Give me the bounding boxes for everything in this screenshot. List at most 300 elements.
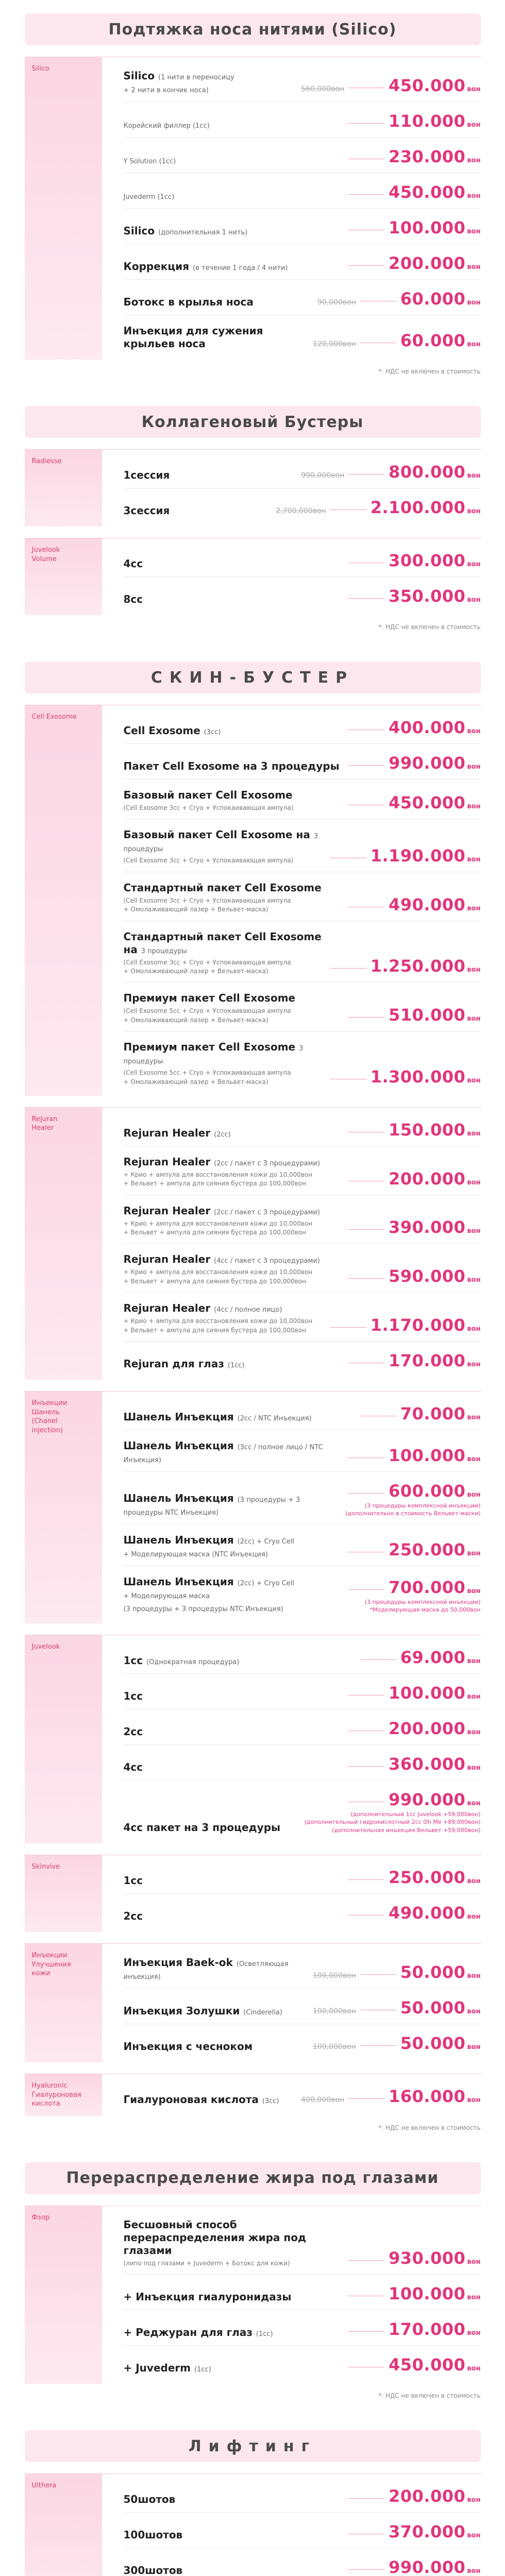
item-description: + Крио + ампула для восстановления кожи до 10,000вон + Вельвет + ампула для сияния бустера до 100,000вон	[123, 1219, 313, 1236]
price-block	[348, 1120, 480, 1140]
currency-label: вон	[467, 1414, 481, 1422]
item-info	[124, 1127, 349, 1140]
item-detail: (1cc)	[194, 2366, 211, 2374]
currency-label: вон	[467, 1276, 481, 1284]
category-panel	[25, 57, 481, 360]
price-line	[348, 793, 480, 812]
currency-label: вон	[467, 1587, 481, 1596]
item-detail: (Cinderella)	[243, 2008, 282, 2016]
price-leader-line	[348, 1229, 384, 1230]
price-line	[348, 2522, 480, 2541]
item-title: Инъекция с чесноком	[123, 2040, 253, 2053]
currency-label: вон	[467, 1491, 481, 1499]
current-price: 2.100.000	[370, 498, 466, 517]
price-leader-line	[348, 2260, 384, 2261]
item-name	[124, 1725, 343, 1738]
item-detail: 3 процедуры	[141, 947, 187, 955]
price-line	[360, 1404, 481, 1423]
current-price: 50.000	[400, 1962, 466, 1982]
currency-label: вон	[467, 228, 481, 235]
current-price: 990.000	[389, 2557, 466, 2576]
price-line	[348, 253, 480, 273]
item-name	[124, 154, 343, 166]
item-description: (липо под глазами + Juvederm + Ботокс для кожи)	[123, 2259, 290, 2267]
price-block	[330, 1315, 481, 1335]
item-name	[124, 2529, 343, 2541]
currency-label: вон	[467, 1178, 481, 1187]
price-line	[348, 147, 480, 166]
item-name	[124, 1439, 343, 1465]
price-items	[102, 538, 481, 615]
price-row	[124, 1894, 481, 1929]
item-title: Стандартный пакет Cell Exosome на	[123, 930, 322, 956]
item-title: Rejuran для глаз	[123, 1358, 228, 1370]
price-line	[348, 1120, 480, 1140]
price-leader-line	[348, 1766, 384, 1767]
currency-label: вон	[467, 2096, 481, 2104]
currency-label: вон	[467, 1692, 481, 1701]
price-block	[348, 1446, 480, 1465]
currency-label: вон	[467, 299, 481, 307]
item-name	[124, 1654, 354, 1667]
current-price: 700.000	[389, 1578, 466, 1598]
item-title: 1cc	[123, 1874, 143, 1887]
item-name	[124, 992, 343, 1005]
category-label: Ulthera	[25, 2474, 102, 2576]
price-line	[348, 2355, 480, 2375]
price-line	[301, 2087, 480, 2106]
category-panel	[25, 2206, 481, 2384]
item-title: + Реджуран для глаз	[123, 2326, 256, 2339]
item-name	[124, 828, 324, 854]
price-block	[348, 1266, 480, 1286]
price-section	[0, 406, 505, 631]
price-block	[330, 1067, 481, 1087]
price-row	[124, 1472, 481, 1524]
price-block	[317, 289, 481, 309]
price-line	[317, 289, 481, 309]
item-name	[124, 1821, 298, 1834]
price-block	[348, 2319, 480, 2339]
price-leader-line	[360, 1659, 396, 1660]
currency-label: вон	[467, 727, 481, 735]
currency-label: вон	[467, 2532, 481, 2540]
category-label: Juvelook	[25, 1635, 102, 1843]
price-line	[301, 462, 480, 482]
category-panel	[25, 1635, 481, 1843]
price-section	[0, 13, 505, 375]
currency-label: вон	[467, 1129, 481, 1138]
item-info	[124, 154, 349, 166]
price-note: (3 процедуры комплексной инъекции) (дополнительно в стоимость Вельвет-маски)	[345, 1502, 481, 1517]
old-price: 90,000вон	[317, 298, 356, 307]
item-info	[124, 296, 317, 309]
price-row	[124, 872, 481, 921]
currency-label: вон	[467, 1325, 481, 1333]
price-line	[313, 1962, 481, 1982]
currency-label: вон	[467, 2329, 481, 2337]
current-price: 110.000	[389, 111, 466, 131]
item-title: Базовый пакет Cell Exosome	[123, 789, 293, 801]
category-label: Rejuran Healer	[25, 1108, 102, 1380]
item-info	[124, 2040, 313, 2053]
item-name	[124, 469, 295, 482]
item-name	[124, 1690, 343, 1703]
currency-label: вон	[467, 904, 481, 912]
price-line	[348, 2248, 480, 2268]
price-block	[348, 1903, 480, 1923]
price-block	[348, 1719, 480, 1738]
item-name	[124, 789, 343, 802]
item-title: Rejuran Healer	[123, 1204, 214, 1217]
currency-label: вон	[467, 507, 481, 515]
current-price: 490.000	[389, 1903, 466, 1923]
item-info	[124, 189, 349, 202]
current-price: 160.000	[389, 2086, 466, 2106]
price-line	[348, 586, 480, 606]
current-price: 60.000	[400, 289, 466, 309]
item-info	[124, 1874, 349, 1887]
price-block	[348, 1683, 480, 1703]
item-info	[124, 504, 276, 517]
price-line	[313, 1998, 481, 2018]
item-name	[124, 930, 324, 956]
item-info	[124, 2291, 349, 2303]
item-title: Шанель Инъекция	[123, 1492, 238, 1504]
current-price: 300.000	[389, 551, 466, 570]
item-info	[124, 1358, 349, 1370]
price-block	[330, 956, 481, 976]
item-name	[124, 2040, 307, 2053]
old-price: 100,000вон	[313, 2042, 356, 2051]
item-name	[124, 1534, 343, 1560]
price-row	[124, 1146, 481, 1195]
price-line	[348, 753, 480, 773]
price-row	[124, 315, 481, 357]
item-info	[124, 882, 349, 914]
item-detail: (2cc) + Cryo Cell + Моделирующая маска (3 процедуры + 3 процедуры NTC Инъекция)	[123, 1579, 295, 1613]
price-row	[124, 1524, 481, 1566]
item-name	[124, 1411, 354, 1423]
price-row	[124, 819, 481, 872]
item-title: 300шотов	[123, 2564, 183, 2576]
price-leader-line	[330, 968, 366, 969]
price-leader-line	[348, 1879, 384, 1880]
current-price: 150.000	[389, 1120, 466, 1140]
price-items	[102, 1855, 481, 1932]
price-row	[124, 244, 481, 280]
item-title: Бесшовный способ перераспределения жира под глазами	[123, 2218, 307, 2257]
price-row	[124, 1709, 481, 1745]
price-note: (3 процедуры комплексной инъекции) *Моделирующая маска до 50,000вон	[364, 1599, 481, 1614]
item-name	[124, 1127, 343, 1140]
price-row	[124, 921, 481, 983]
current-price: 250.000	[389, 1867, 466, 1887]
item-name	[124, 1358, 343, 1370]
item-detail: Y Solution (1cc)	[123, 158, 176, 165]
vat-note: *: НДС не включен в стоимость	[378, 2124, 481, 2131]
currency-label: вон	[467, 1227, 481, 1235]
item-info	[124, 828, 330, 865]
section-title: Подтяжка носа нитями (Silico)	[25, 13, 481, 45]
price-line	[330, 1067, 481, 1087]
price-leader-line	[348, 2569, 384, 2570]
current-price: 490.000	[389, 894, 466, 914]
price-row	[124, 2477, 481, 2513]
current-price: 600.000	[389, 1481, 466, 1501]
price-leader-line	[348, 1695, 384, 1696]
item-info	[124, 1690, 349, 1703]
price-row	[124, 2548, 481, 2576]
item-detail: (дополнительная 1 нить)	[158, 229, 248, 236]
price-section	[0, 662, 505, 2131]
price-row	[124, 209, 481, 244]
item-title: Шанель Инъекция	[123, 1439, 238, 1452]
current-price: 50.000	[400, 1997, 466, 2018]
price-block	[348, 218, 480, 238]
price-line	[348, 1868, 480, 1887]
old-price: 560,000вон	[301, 85, 345, 93]
currency-label: вон	[467, 2496, 481, 2504]
price-row	[124, 1858, 481, 1894]
item-title: Премиум пакет Cell Exosome	[123, 992, 296, 1005]
item-info	[124, 2093, 301, 2106]
item-info	[124, 1821, 305, 1834]
price-block	[348, 895, 480, 914]
price-items	[102, 1108, 481, 1380]
price-block	[348, 1217, 480, 1237]
item-name	[124, 225, 343, 238]
price-line	[348, 1005, 480, 1025]
price-line	[348, 2284, 480, 2303]
price-block	[348, 1868, 480, 1887]
category-panel	[25, 1943, 481, 2062]
currency-label: вон	[467, 1877, 481, 1885]
category-panel	[25, 2074, 481, 2116]
price-line	[348, 1351, 480, 1370]
price-block	[348, 1540, 480, 1560]
item-info	[124, 1534, 349, 1560]
price-row	[124, 779, 481, 819]
price-row	[124, 173, 481, 209]
current-price: 70.000	[400, 1404, 466, 1424]
item-name	[124, 1910, 343, 1923]
price-line	[348, 2486, 480, 2506]
price-row	[124, 1342, 481, 1377]
price-leader-line	[348, 194, 384, 195]
price-line	[313, 2033, 481, 2053]
currency-label: вон	[467, 1912, 481, 1921]
currency-label: вон	[467, 2258, 481, 2266]
item-info	[124, 70, 301, 95]
current-price: 1.170.000	[370, 1315, 466, 1335]
price-row	[124, 2346, 481, 2381]
price-block	[301, 2087, 480, 2106]
price-block	[348, 1351, 480, 1370]
price-row	[124, 1244, 481, 1293]
price-items	[102, 2206, 481, 2384]
category-label: Skinvive	[25, 1855, 102, 1932]
currency-label: вон	[467, 2294, 481, 2302]
item-info	[124, 724, 349, 737]
price-leader-line	[348, 1589, 384, 1590]
price-block	[348, 551, 480, 570]
item-info	[124, 2564, 349, 2576]
item-name	[124, 2326, 343, 2339]
price-block	[348, 718, 480, 737]
price-items	[102, 1635, 481, 1843]
vat-note: *: НДС не включен в стоимость	[378, 623, 481, 631]
price-leader-line	[348, 1493, 384, 1494]
item-name	[124, 557, 343, 570]
price-items	[102, 1392, 481, 1623]
item-name	[124, 760, 343, 773]
item-title: Шанель Инъекция	[123, 1411, 238, 1423]
item-title: Silico	[123, 225, 159, 237]
item-info	[124, 557, 349, 570]
old-price: 100,000вон	[313, 2007, 356, 2015]
item-detail: 3 процедуры	[123, 833, 318, 854]
currency-label: вон	[467, 157, 481, 164]
item-description: (Cell Exosome 3cc + Cryo + Успокаивающая ампула + Омолаживающий лазер + Вельвет-маска)	[123, 896, 291, 913]
current-price: 450.000	[389, 182, 466, 202]
price-block	[313, 331, 481, 350]
item-detail: (2cc / NTC Инъекция)	[237, 1415, 312, 1423]
price-row	[124, 2077, 481, 2112]
current-price: 250.000	[389, 1539, 466, 1560]
current-price: 450.000	[389, 76, 466, 95]
price-block	[305, 1790, 481, 1834]
item-title: Инъекция Золушки	[123, 2004, 244, 2017]
item-description: (Cell Exosome 5cc + Cryo + Успокаивающая ампула + Омолаживающий лазер + Вельвет-маска)	[123, 1069, 291, 1086]
item-detail: (1cc)	[227, 1362, 245, 1370]
price-line	[348, 895, 480, 914]
price-line	[348, 1719, 480, 1738]
currency-label: вон	[467, 1728, 481, 1736]
item-title: 2cc	[123, 1725, 143, 1738]
currency-label: вон	[467, 121, 481, 129]
item-name	[124, 1575, 343, 1614]
item-title: 1cc	[123, 1689, 143, 1702]
price-items	[102, 450, 481, 527]
item-detail: (3 процедуры + 3 процедуры NTC Инъекция)	[123, 1496, 300, 1517]
current-price: 100.000	[389, 218, 466, 238]
item-detail: (3cc)	[204, 728, 221, 736]
currency-label: вон	[467, 966, 481, 974]
item-name	[124, 1041, 324, 1066]
price-block	[301, 76, 480, 95]
currency-label: вон	[467, 763, 481, 771]
item-title: Cell Exosome	[123, 724, 204, 737]
item-name	[124, 2005, 307, 2018]
old-price: 400,000вон	[301, 2095, 345, 2104]
category-label: Фэлр	[25, 2206, 102, 2384]
current-price: 230.000	[389, 147, 466, 166]
item-name	[124, 2218, 343, 2257]
price-block	[348, 793, 480, 812]
currency-label: вон	[467, 1015, 481, 1023]
item-info	[124, 1956, 313, 1982]
item-detail: (Однократная процедура)	[146, 1658, 240, 1666]
item-name	[124, 118, 343, 131]
price-row	[124, 2024, 481, 2059]
currency-label: вон	[467, 803, 481, 811]
price-block	[348, 1754, 480, 1774]
item-detail: (3cc / полное лицо / NTC Инъекция)	[123, 1444, 323, 1465]
item-info	[124, 325, 313, 350]
category-panel	[25, 449, 481, 527]
price-line	[348, 218, 480, 238]
price-line	[348, 2557, 480, 2576]
price-block	[276, 498, 480, 517]
item-name	[124, 1156, 343, 1168]
currency-label: вон	[467, 1455, 481, 1464]
price-block	[348, 2248, 480, 2268]
price-leader-line	[348, 265, 384, 266]
price-line	[348, 1266, 480, 1286]
price-line	[348, 1217, 480, 1237]
item-info	[124, 1761, 349, 1774]
price-leader-line	[330, 1327, 366, 1328]
item-detail: (Осветляющая инъекция)	[123, 1960, 289, 1981]
category-label: Инъекции Улучшения кожи	[25, 1944, 102, 2062]
price-leader-line	[348, 1915, 384, 1916]
item-detail: 3 процедуры	[123, 1045, 304, 1066]
price-row	[124, 453, 481, 488]
current-price: 1.250.000	[370, 956, 466, 976]
currency-label: вон	[467, 596, 481, 604]
price-row	[124, 744, 481, 779]
item-name	[124, 504, 270, 517]
price-block	[360, 1648, 481, 1667]
item-detail: (2cc / пакет с 3 процедурами)	[214, 1208, 320, 1216]
item-title: Шанель Инъекция	[123, 1575, 238, 1588]
price-block	[313, 1962, 481, 1982]
current-price: 200.000	[389, 1718, 466, 1738]
price-leader-line	[348, 598, 384, 599]
price-line	[301, 76, 480, 95]
price-row	[124, 1674, 481, 1709]
item-name	[124, 724, 343, 737]
item-info	[124, 1439, 349, 1465]
price-line	[330, 846, 481, 866]
item-title: Ботокс в крылья носа	[123, 296, 254, 308]
category-panel	[25, 1107, 481, 1380]
item-info	[124, 2326, 349, 2339]
item-title: + Инъекция гиалуронидазы	[123, 2291, 292, 2303]
item-info	[124, 2493, 349, 2506]
price-row	[124, 280, 481, 315]
price-block	[360, 1404, 481, 1423]
current-price: 1.300.000	[370, 1066, 466, 1087]
item-name	[124, 260, 343, 273]
currency-label: вон	[467, 263, 481, 271]
item-title: Пакет Cell Exosome на 3 процедуры	[123, 760, 340, 772]
price-block	[348, 1005, 480, 1025]
item-description: (Cell Exosome 3cc + Cryo + Успокаивающая ампула + Омолаживающий лазер + Вельвет-маска)	[123, 958, 291, 975]
item-name	[124, 2093, 295, 2106]
item-title: Rejuran Healer	[123, 1253, 214, 1266]
item-description: (Cell Exosome 5cc + Cryo + Успокаивающая ампула + Омолаживающий лазер + Вельвет-маска)	[123, 1007, 291, 1024]
item-name	[124, 2362, 343, 2375]
section-title: Перераспределение жира под глазами	[25, 2162, 481, 2194]
current-price: 60.000	[400, 331, 466, 350]
item-info	[124, 1411, 360, 1423]
item-info	[124, 2218, 349, 2268]
price-row	[124, 982, 481, 1031]
price-row	[124, 708, 481, 744]
price-line	[348, 1903, 480, 1923]
